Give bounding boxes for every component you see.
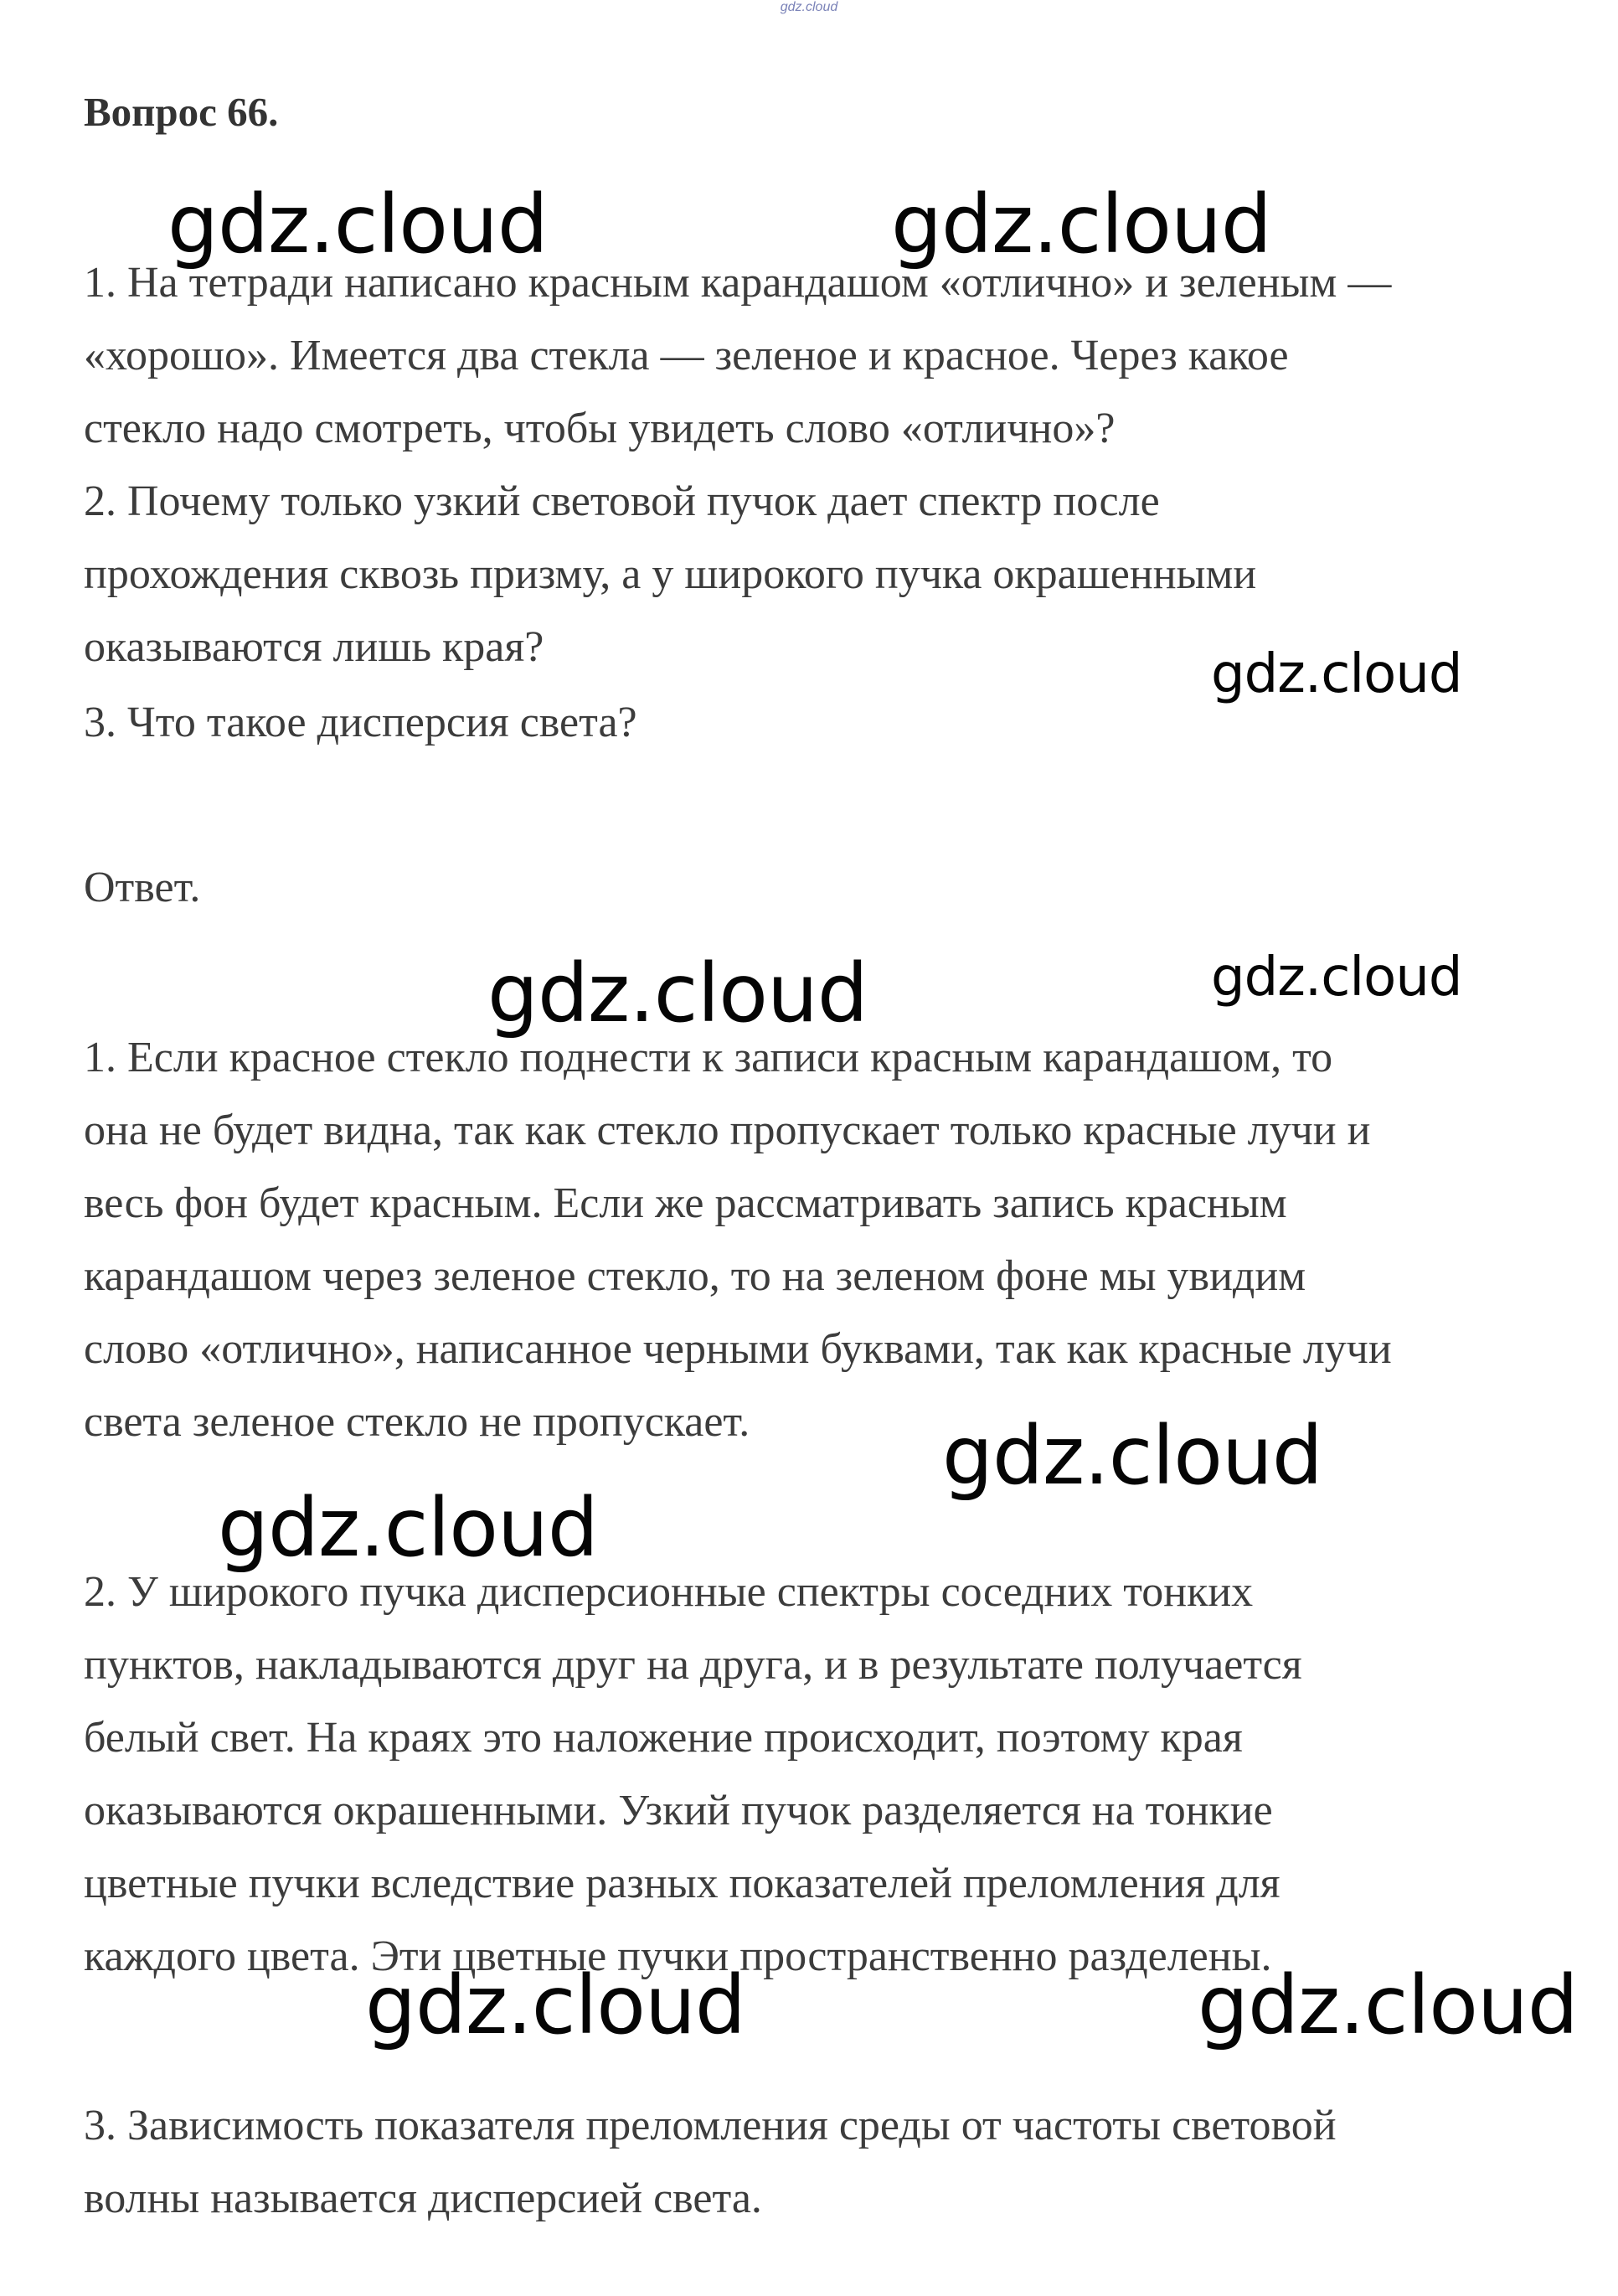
top-watermark: gdz.cloud [780, 0, 838, 14]
answer-line: весь фон будет красным. Если же рассматривать запись красным [84, 1179, 1287, 1227]
watermark: gdz.cloud [1198, 1958, 1578, 2052]
watermark: gdz.cloud [1211, 643, 1462, 705]
answer-line: 1. Если красное стекло поднести к записи красным карандашом, то [84, 1034, 1333, 1081]
watermark: gdz.cloud [218, 1481, 598, 1575]
watermark: gdz.cloud [167, 178, 548, 271]
answer-line: цветные пучки вследствие разных показателей преломления для [84, 1860, 1280, 1907]
question-line: прохождения сквозь призму, а у широкого пучка окрашенными [84, 550, 1257, 598]
question-line: 1. На тетради написано красным карандашом «отлично» и зеленым — [84, 259, 1392, 307]
watermark: gdz.cloud [365, 1958, 745, 2052]
answer-label: Ответ. [84, 864, 201, 911]
answer-line: света зеленое стекло не пропускает. [84, 1398, 750, 1446]
answer-line: пунктов, накладываются друг на друга, и в результате получается [84, 1641, 1302, 1689]
answer-line: слово «отлично», написанное черными буквами, так как красные лучи [84, 1325, 1392, 1373]
answer-line: белый свет. На краях это наложение происходит, поэтому края [84, 1714, 1243, 1762]
answer-line: каждого цвета. Эти цветные пучки пространственно разделены. [84, 1932, 1272, 1980]
watermark: gdz.cloud [487, 947, 868, 1040]
answer-line: оказываются окрашенными. Узкий пучок разделяется на тонкие [84, 1787, 1273, 1834]
question-line: стекло надо смотреть, чтобы увидеть слово «отлично»? [84, 405, 1116, 452]
question-line: 2. Почему только узкий световой пучок дает спектр после [84, 477, 1160, 525]
watermark: gdz.cloud [1211, 947, 1462, 1009]
answer-line: она не будет видна, так как стекло пропускает только красные лучи и [84, 1107, 1371, 1154]
watermark: gdz.cloud [891, 178, 1271, 271]
answer-line: 2. У широкого пучка дисперсионные спектры соседних тонких [84, 1568, 1254, 1616]
answer-line: карандашом через зеленое стекло, то на зеленом фоне мы увидим [84, 1252, 1306, 1300]
answer-line: волны называется дисперсией света. [84, 2175, 762, 2222]
answer-line: 3. Зависимость показателя преломления среды от частоты световой [84, 2102, 1337, 2149]
question-line: оказываются лишь края? [84, 623, 544, 671]
question-heading: Вопрос 66. [84, 89, 279, 135]
watermark: gdz.cloud [942, 1409, 1322, 1503]
question-line: 3. Что такое дисперсия света? [84, 699, 637, 746]
question-line: «хорошо». Имеется два стекла — зеленое и красное. Через какое [84, 332, 1289, 379]
